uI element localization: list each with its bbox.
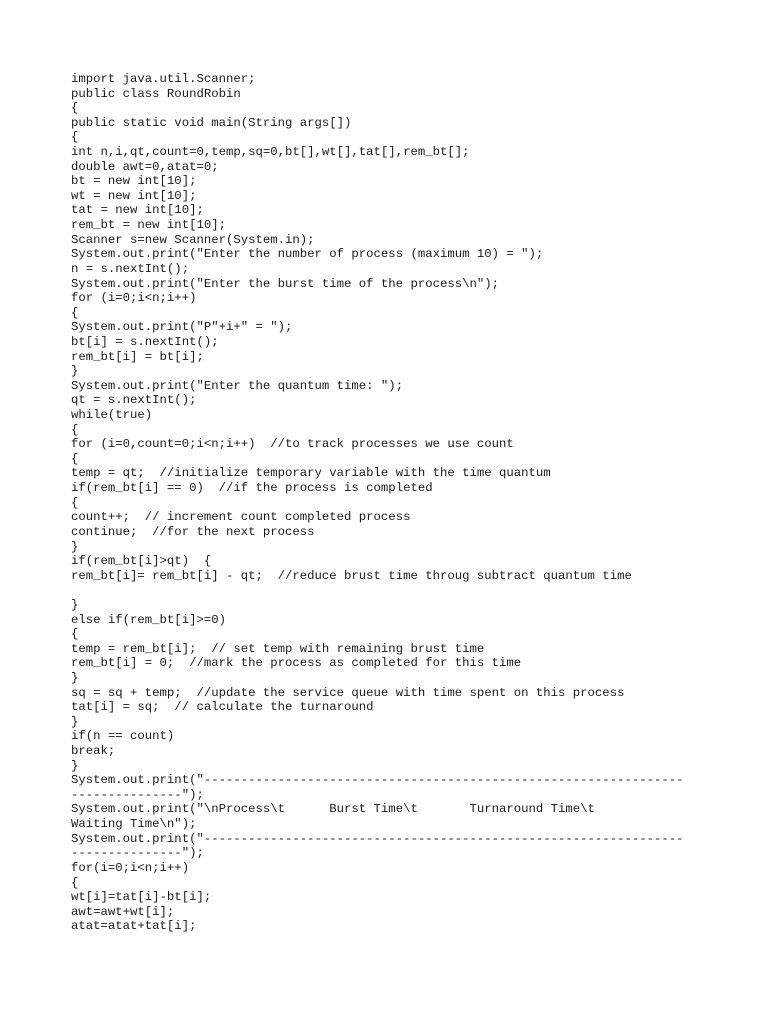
code-line: System.out.print("Enter the burst time of the process\n"); xyxy=(71,276,500,291)
code-line: for (i=0,count=0;i<n;i++) //to track processes we use count xyxy=(71,437,514,452)
code-line: break; xyxy=(71,744,116,759)
code-line: continue; //for the next process xyxy=(71,524,315,539)
code-line: Scanner s=new Scanner(System.in); xyxy=(71,232,315,247)
code-line: System.out.print("----------------------------------------------------------------- xyxy=(71,773,684,788)
code-line: for(i=0;i<n;i++) xyxy=(71,860,190,875)
code-line: Waiting Time\n"); xyxy=(71,817,197,832)
code-line: awt=awt+wt[i]; xyxy=(71,904,175,919)
code-line: { xyxy=(71,627,79,642)
code-line: double awt=0,atat=0; xyxy=(71,159,219,174)
code-line: { xyxy=(71,305,79,320)
code-line: bt[i] = s.nextInt(); xyxy=(71,334,219,349)
code-line: rem_bt[i]= rem_bt[i] - qt; //reduce brust time throug subtract quantum time xyxy=(71,568,632,583)
code-line: temp = rem_bt[i]; // set temp with remaining brust time xyxy=(71,641,485,656)
code-line: } xyxy=(71,597,79,612)
code-line: } xyxy=(71,714,79,729)
code-line: tat = new int[10]; xyxy=(71,203,204,218)
code-line: atat=atat+tat[i]; xyxy=(71,919,197,934)
code-line: { xyxy=(71,451,79,466)
code-line: rem_bt = new int[10]; xyxy=(71,218,226,233)
code-line: wt[i]=tat[i]-bt[i]; xyxy=(71,890,212,905)
code-line: { xyxy=(71,130,79,145)
code-line: if(rem_bt[i] == 0) //if the process is completed xyxy=(71,481,433,496)
code-line: while(true) xyxy=(71,408,153,423)
code-line: ---------------"); xyxy=(71,787,204,802)
code-line: rem_bt[i] = 0; //mark the process as completed for this time xyxy=(71,656,522,671)
code-line: if(n == count) xyxy=(71,729,175,744)
code-line: tat[i] = sq; // calculate the turnaround xyxy=(71,700,374,715)
code-line: } xyxy=(71,758,79,773)
code-line: bt = new int[10]; xyxy=(71,174,197,189)
code-line: else if(rem_bt[i]>=0) xyxy=(71,612,226,627)
code-line: System.out.print("Enter the quantum time: "); xyxy=(71,378,404,393)
code-line: sq = sq + temp; //update the service queue with time spent on this process xyxy=(71,685,625,700)
code-line: } xyxy=(71,364,79,379)
code-line: { xyxy=(71,875,79,890)
code-line: public static void main(String args[]) xyxy=(71,115,352,130)
code-line: temp = qt; //initialize temporary variable with the time quantum xyxy=(71,466,551,481)
code-line: rem_bt[i] = bt[i]; xyxy=(71,349,204,364)
code-line: public class RoundRobin xyxy=(71,86,241,101)
code-line: if(rem_bt[i]>qt) { xyxy=(71,554,212,569)
code-listing xyxy=(71,72,711,934)
code-line: import java.util.Scanner; xyxy=(71,72,256,86)
code-line: System.out.print("P"+i+" = "); xyxy=(71,320,293,335)
code-line: count++; // increment count completed process xyxy=(71,510,411,525)
code-line: System.out.print("\nProcess\t Burst Time\t Turnaround Time\t xyxy=(71,802,595,817)
code-line: ---------------"); xyxy=(71,846,204,861)
code-line: { xyxy=(71,422,79,437)
code-line: n = s.nextInt(); xyxy=(71,261,190,276)
code-line: for (i=0;i<n;i++) xyxy=(71,291,197,306)
code-line: { xyxy=(71,495,79,510)
code-line: System.out.print("----------------------------------------------------------------- xyxy=(71,831,684,846)
code-line: } xyxy=(71,670,79,685)
code-line: { xyxy=(71,101,79,116)
code-line: int n,i,qt,count=0,temp,sq=0,bt[],wt[],tat[],rem_bt[]; xyxy=(71,145,470,160)
code-line: qt = s.nextInt(); xyxy=(71,393,197,408)
code-line: } xyxy=(71,539,79,554)
code-line: System.out.print("Enter the number of process (maximum 10) = "); xyxy=(71,247,544,262)
code-line: wt = new int[10]; xyxy=(71,188,197,203)
code-line xyxy=(71,583,711,598)
